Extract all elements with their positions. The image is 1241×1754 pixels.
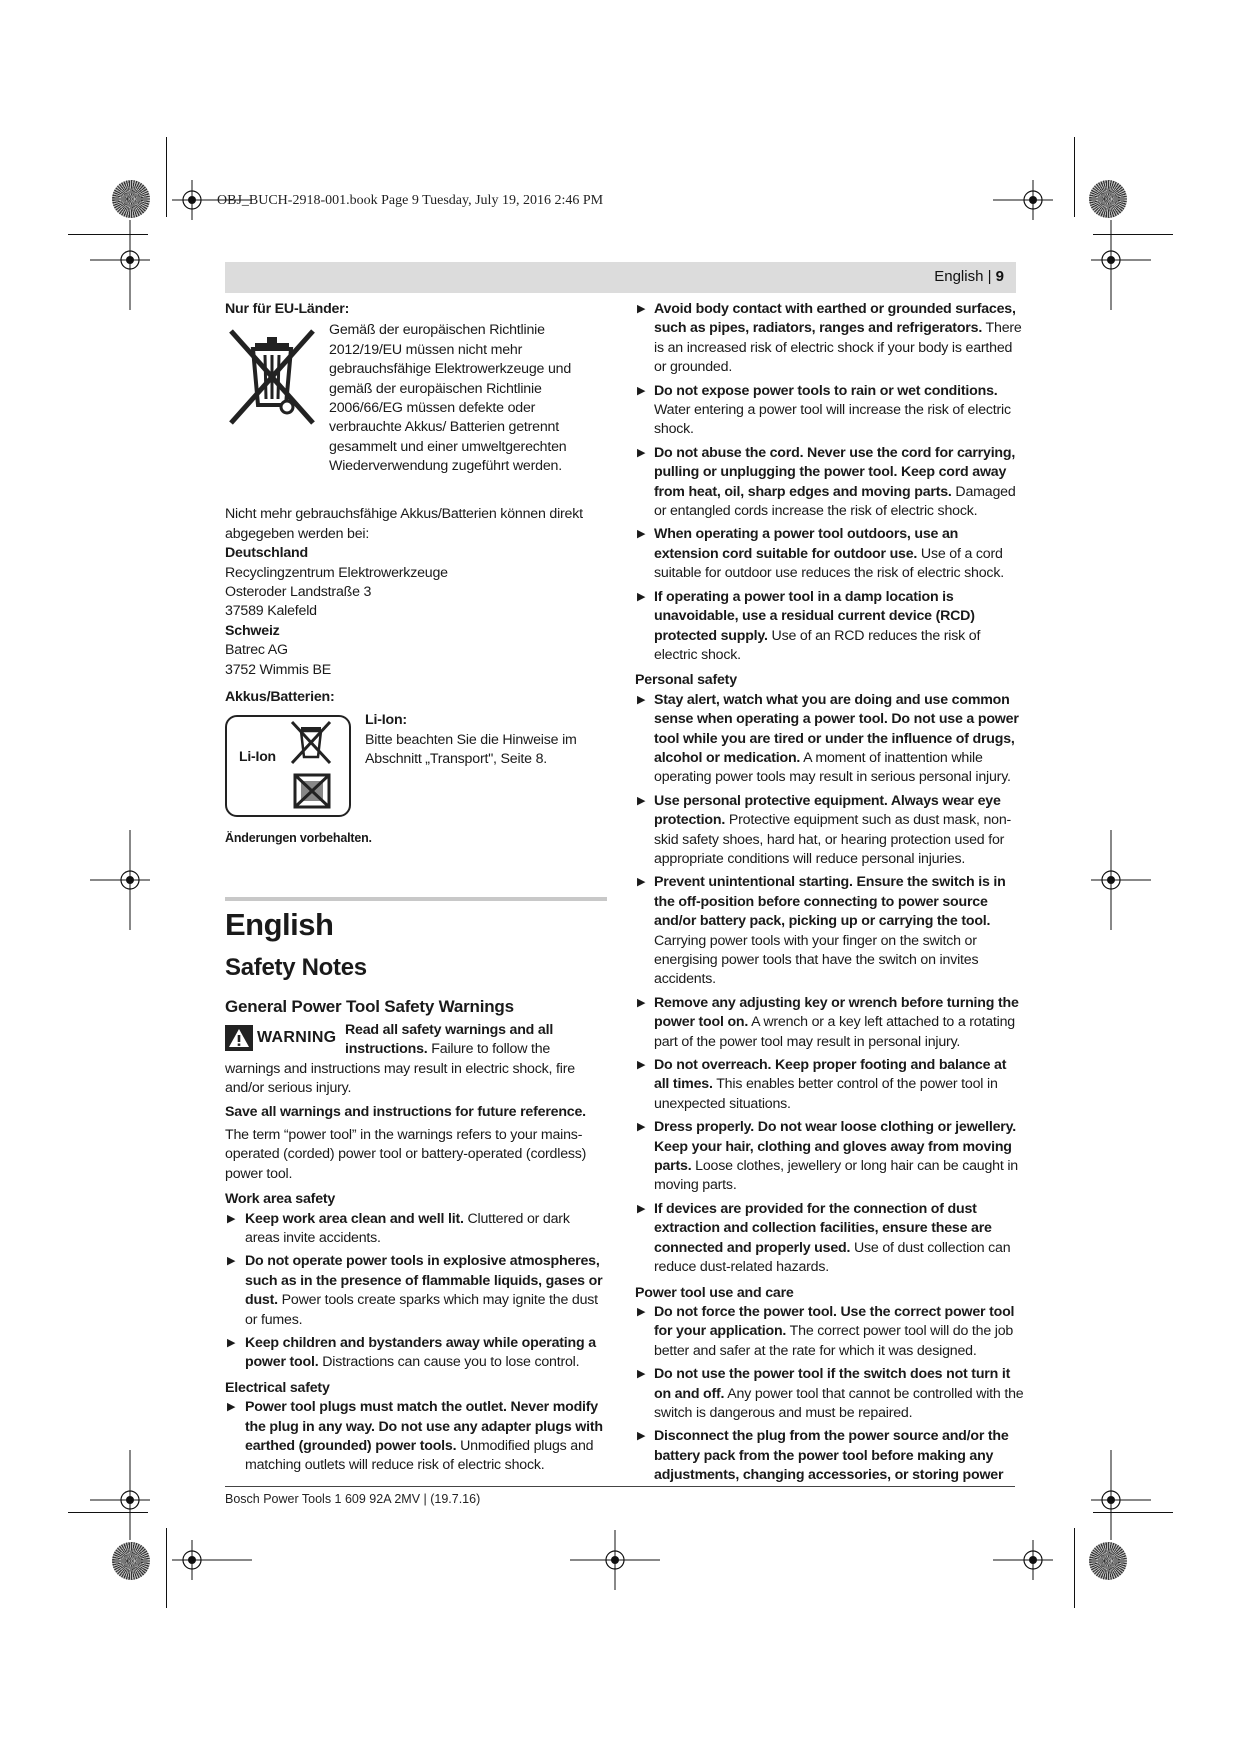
bullet-icon: ▶: [637, 590, 646, 603]
eu-directive-text: Gemäß der europäischen Richtlinie 2012/19/EU müssen nicht mehr gebrauchsfähige Elektrowerkzeuge und gemäß der europäischen Richtlinie 2006/66/EG müssen defekte oder verbrauchte Akkus/ Batterien getrennt gesammelt und einer umweltgerechten Wiederverwendung zugeführt werden.: [329, 322, 572, 475]
warning-triangle-icon: [225, 1025, 253, 1051]
page-footer: Bosch Power Tools 1 609 92A 2MV | (19.7.16): [225, 1492, 481, 1506]
bullet-icon: ▶: [637, 384, 646, 397]
eu-disposal-block: [225, 321, 607, 505]
print-slug: OBJ_BUCH-2918-001.book Page 9 Tuesday, July 19, 2016 2:46 PM: [217, 193, 604, 208]
crossed-box-icon: [293, 773, 331, 809]
safety-notes-heading: Safety Notes: [225, 953, 367, 981]
bullet-icon: ▶: [227, 1336, 236, 1349]
registration-cross-icon: [1091, 1450, 1151, 1540]
crop-mark: [166, 137, 167, 217]
bullet-icon: ▶: [637, 303, 646, 315]
electrical-title: Electrical safety: [225, 1379, 330, 1396]
warning-word: WARNING: [257, 1028, 337, 1046]
warning-badge: [225, 1025, 339, 1051]
changes-note: Änderungen vorbehalten.: [225, 831, 372, 846]
bullet-icon: ▶: [637, 1368, 646, 1381]
list-item: ▶ Do not operate power tools in explosive atmospheres, such as in the presence of flammable liquids, gases or dust. Power tools create sparks which may ignite the dust or fumes.: [227, 1253, 603, 1328]
list-item: ▶ When operating a power tool outdoors, use an extension cord suitable for outdoor use. Use of a cord suitable for outdoor use reduces the risk of electric shock.: [637, 526, 1004, 582]
list-item: ▶ Keep children and bystanders away while operating a power tool. Distractions can cause you to lose control.: [227, 1334, 596, 1371]
personal-safety-title: Personal safety: [635, 672, 737, 689]
list-item: ▶ Dress properly. Do not wear loose clothing or jewellery. Keep your hair, clothing and gloves away from moving parts. Loose clothes, jewellery or long hair can be caught in moving parts.: [637, 1119, 1018, 1194]
address-line: 3752 Wimmis BE: [225, 661, 331, 678]
work-area-title: Work area safety: [225, 1191, 336, 1208]
list-item: ▶ Do not abuse the cord. Never use the cord for carrying, pulling or unplugging the power tool. Keep cord away from heat, oil, sharp edges and moving parts. Damaged or entangled cords increase the risk of electric shock.: [637, 444, 1016, 520]
section-divider: [225, 897, 607, 901]
address-line: Recyclingzentrum Elektrowerkzeuge: [225, 564, 448, 581]
list-item: ▶ Do not use the power tool if the switch does not turn it on and off. Any power tool that cannot be controlled with the switch is dangerous and must be repaired.: [637, 1366, 1024, 1421]
bullet-icon: ▶: [637, 693, 646, 706]
list-item: ▶ Stay alert, watch what you are doing and use common sense when operating a power tool. Do not use a power tool while you are tired or under the influence of drugs, alcohol or medication. A moment of inattention while operating power tools may result in serious personal injury.: [637, 691, 1019, 786]
warning-paragraph: [225, 1021, 607, 1099]
list-item: ▶ Disconnect the plug from the power source and/or the battery pack from the power tool before making any adjustments, changing accessories, or storing power: [637, 1428, 1009, 1484]
registration-cross-icon: [172, 1540, 252, 1580]
list-item: ▶ Power tool plugs must match the outlet. Never modify the plug in any way. Do not use any adapter plugs with earthed (grounded) power tools. Unmodified plugs and matching outlets will reduce risk of electric shock.: [227, 1399, 603, 1474]
country-germany: Deutschland: [225, 545, 308, 562]
left-column: [225, 300, 607, 1480]
header-label: [934, 268, 1004, 285]
language-heading: English: [225, 906, 334, 942]
list-item: ▶ Keep work area clean and well lit. Cluttered or dark areas invite accidents.: [227, 1210, 570, 1246]
list-item: ▶ If devices are provided for the connection of dust extraction and collection facilities, ensure these are connected and properly used. Use of dust collection can reduce dust-related hazards.: [637, 1200, 1011, 1276]
crop-mark: [166, 1528, 167, 1608]
crossed-bin-icon: [225, 325, 319, 429]
bullet-icon: ▶: [227, 1255, 236, 1268]
list-item: ▶ Do not force the power tool. Use the correct power tool for your application. The correct power tool will do the job better and safer at the rate for which it was designed.: [637, 1303, 1015, 1359]
bullet-icon: ▶: [637, 1059, 646, 1072]
list-item: ▶ Do not expose power tools to rain or wet conditions. Water entering a power tool will increase the risk of electric shock.: [637, 382, 1011, 438]
registration-cross-icon: [90, 830, 150, 930]
list-item: ▶ Do not overreach. Keep proper footing and balance at all times. This enables better control of the power tool in unexpected situations.: [637, 1057, 1007, 1112]
power-tool-term: The term “power tool” in the warnings refers to your mains-operated (corded) power tool or battery-operated (cordless) power tool.: [225, 1126, 587, 1182]
warning-text: Failure to follow the warnings and instructions may result in electric shock, fire and/or serious injury.: [225, 1041, 575, 1097]
li-ion-text-block: [365, 711, 607, 769]
li-ion-label: Li-Ion: [239, 748, 276, 765]
address-line: Batrec AG: [225, 642, 288, 659]
list-item: ▶ Use personal protective equipment. Always wear eye protection. Protective equipment such as dust mask, non-skid safety shoes, hard hat, or hearing protection used for appropriate conditions will reduce personal injuries.: [637, 792, 1012, 867]
li-ion-block: [225, 711, 607, 821]
registration-wheel-bottom-left: [112, 1542, 150, 1580]
registration-cross-icon: [570, 1530, 660, 1590]
address-line: 37589 Kalefeld: [225, 603, 317, 620]
country-switzerland: Schweiz: [225, 622, 280, 639]
bullet-icon: ▶: [227, 1401, 236, 1414]
footer-divider: [225, 1486, 1015, 1487]
registration-cross-icon: [90, 1450, 150, 1540]
page-header: [225, 262, 1016, 293]
save-instructions: Save all warnings and instructions for future reference.: [225, 1103, 586, 1120]
list-item: ▶ Remove any adjusting key or wrench before turning the power tool on. A wrench or a key left attached to a rotating part of the power tool may result in personal injury.: [637, 994, 1019, 1050]
bullet-icon: ▶: [637, 1202, 646, 1215]
bullet-icon: ▶: [637, 1305, 646, 1318]
battery-title: Akkus/Batterien:: [225, 689, 335, 706]
address-line: Osteroder Landstraße 3: [225, 584, 372, 601]
return-text: Nicht mehr gebrauchsfähige Akkus/Batterien können direkt abgegeben werden bei:: [225, 506, 583, 542]
page-number: 9: [995, 268, 1004, 285]
bullet-icon: ▶: [227, 1212, 236, 1225]
eu-title: Nur für EU-Länder:: [225, 301, 350, 317]
registration-cross-icon: [90, 220, 150, 310]
right-column: [635, 300, 1025, 1490]
warning-bold: Read all safety warnings and all instructions.: [345, 1021, 554, 1058]
bullet-icon: ▶: [637, 528, 646, 541]
registration-wheel-bottom-right: [1089, 1542, 1127, 1580]
list-item: ▶ Avoid body contact with earthed or grounded surfaces, such as pipes, radiators, ranges and refrigerators. There is an increased risk of electric shock if your body is earthed or grounded.: [637, 301, 1022, 376]
bullet-icon: ▶: [637, 1430, 646, 1443]
header-language: English |: [934, 268, 996, 285]
li-ion-title: Li-Ion:: [365, 712, 407, 729]
bullet-icon: ▶: [637, 1121, 646, 1134]
registration-cross-icon: [1091, 220, 1151, 310]
registration-cross-icon: [993, 1540, 1053, 1580]
list-item: ▶ Prevent unintentional starting. Ensure the switch is in the off-position before connecting to power source and/or battery pack, picking up or carrying the tool. Carrying power tools with your finger on the switch or energising power tools that have the switch on invites accidents.: [637, 874, 1006, 988]
li-ion-text: Bitte beachten Sie die Hinweise im Abschnitt „Transport", Seite 8.: [365, 731, 577, 768]
li-ion-symbol: [225, 715, 351, 817]
general-warnings-heading: General Power Tool Safety Warnings: [225, 996, 514, 1016]
registration-cross-icon: [993, 180, 1053, 220]
crossed-bin-icon: [289, 719, 333, 767]
list-item: ▶ If operating a power tool in a damp location is unavoidable, use a residual current device (RCD) protected supply. Use of an RCD reduces the risk of electric shock.: [637, 588, 981, 663]
registration-wheel-top-left: [112, 180, 150, 218]
power-tool-use-title: Power tool use and care: [635, 1284, 794, 1301]
registration-cross-icon: [1091, 830, 1151, 930]
crop-mark: [1074, 1528, 1075, 1608]
crop-mark: [1074, 137, 1075, 217]
bullet-icon: ▶: [637, 876, 646, 889]
bullet-icon: ▶: [637, 794, 646, 807]
registration-wheel-top-right: [1089, 180, 1127, 218]
bullet-icon: ▶: [637, 446, 646, 459]
bullet-icon: ▶: [637, 996, 646, 1009]
